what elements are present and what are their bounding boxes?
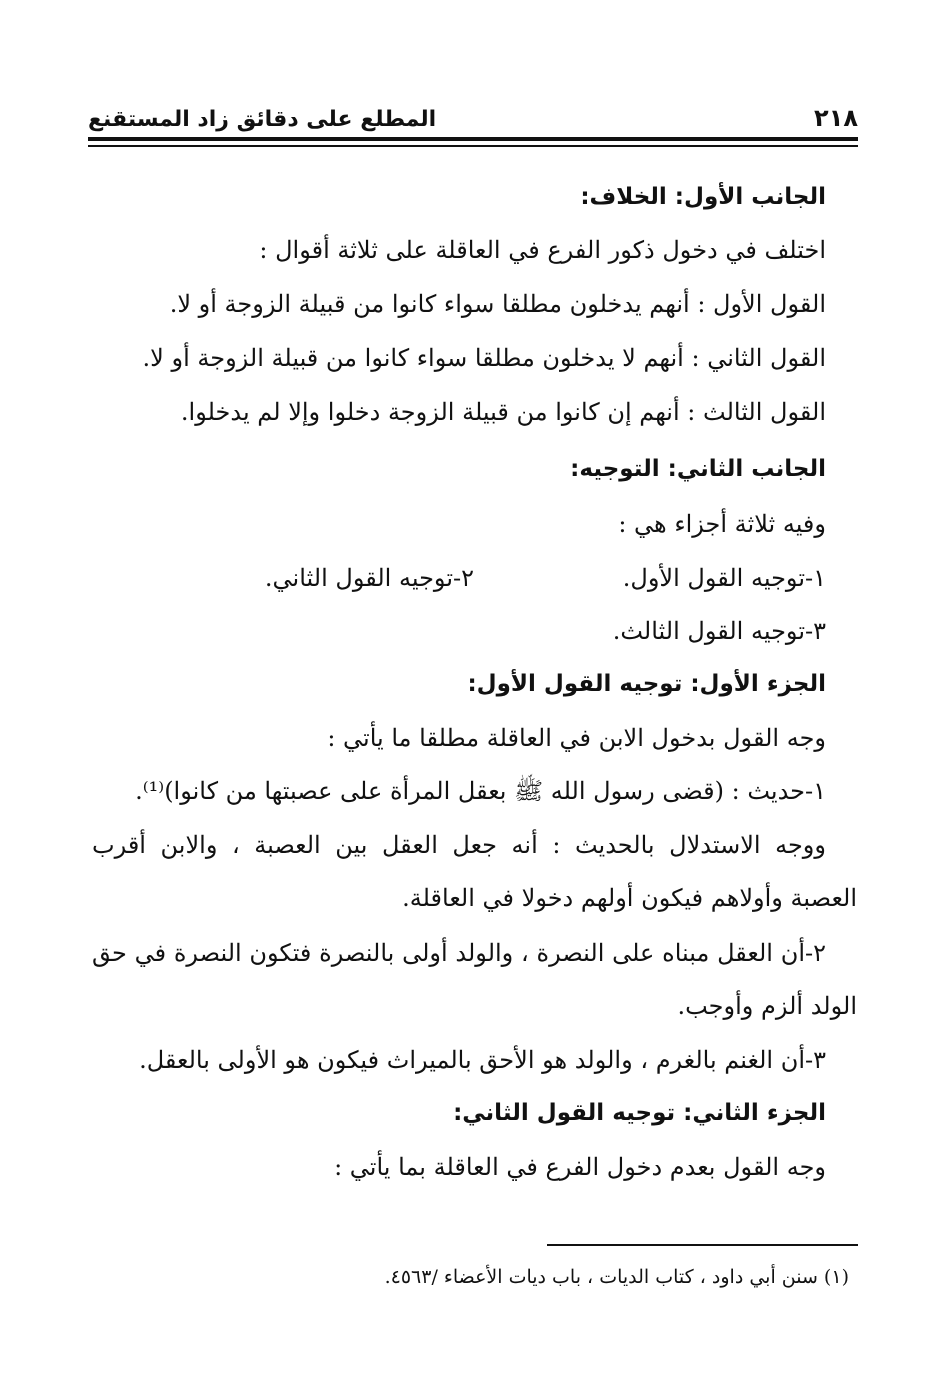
book-title: المطلع على دقائق زاد المستقنع (88, 107, 437, 132)
text-line: الولد ألزم وأوجب. (677, 992, 857, 1020)
text-line: وجه القول بعدم دخول الفرع في العاقلة بما يأتي : (334, 1153, 826, 1181)
text-line: اختلف في دخول ذكور الفرع في العاقلة على ثلاثة أقوال : (259, 236, 826, 264)
text-line: ٢-أن العقل مبناه على النصرة ، والولد أولى بالنصرة فتكون النصرة في حق (92, 939, 826, 967)
section-heading: الجانب الأول: الخلاف: (580, 184, 826, 210)
page-number: ٢١٨ (814, 104, 858, 132)
text-line: ووجه الاستدلال بالحديث : أنه جعل العقل بين العصبة ، والابن أقرب (92, 831, 826, 859)
text-line: وجه القول بدخول الابن في العاقلة مطلقا ما يأتي : (327, 724, 826, 752)
text-line: القول الثاني : أنهم لا يدخلون مطلقا سواء كانوا من قبيلة الزوجة أو لا. (142, 344, 826, 372)
section-heading: الجزء الثاني: توجيه القول الثاني: (453, 1100, 826, 1126)
text-line: العصبة وأولاهم فيكون أولهم دخولا في العاقلة. (402, 884, 857, 912)
text-line: القول الثالث : أنهم إن كانوا من قبيلة الزوجة دخلوا وإلا لم يدخلوا. (180, 398, 826, 426)
footnote: (١) سنن أبي داود ، كتاب الديات ، باب ديات الأعضاء /٤٥٦٣. (384, 1266, 849, 1288)
text-line: ٣-أن الغنم بالغرم ، والولد هو الأحق بالميراث فيكون هو الأولى بالعقل. (139, 1046, 826, 1074)
list-item: ١-توجيه القول الأول. (622, 564, 826, 592)
text-line: ١-حديث : (قضى رسول الله ﷺ بعقل المرأة على عصبتها من كانوا)⁽¹⁾. (135, 777, 826, 805)
section-heading: الجزء الأول: توجيه القول الأول: (467, 671, 826, 697)
section-heading: الجانب الثاني: التوجيه: (570, 456, 826, 482)
header-rule-thin (88, 145, 858, 147)
text-line: القول الأول : أنهم يدخلون مطلقا سواء كانوا من قبيلة الزوجة أو لا. (169, 290, 826, 318)
running-header (88, 100, 858, 132)
list-item: ٣-توجيه القول الثالث. (612, 617, 826, 645)
header-rule-thick (88, 137, 858, 141)
text-line: وفيه ثلاثة أجزاء هي : (618, 510, 826, 538)
list-item: ٢-توجيه القول الثاني. (264, 564, 474, 592)
footnote-rule (547, 1244, 858, 1246)
